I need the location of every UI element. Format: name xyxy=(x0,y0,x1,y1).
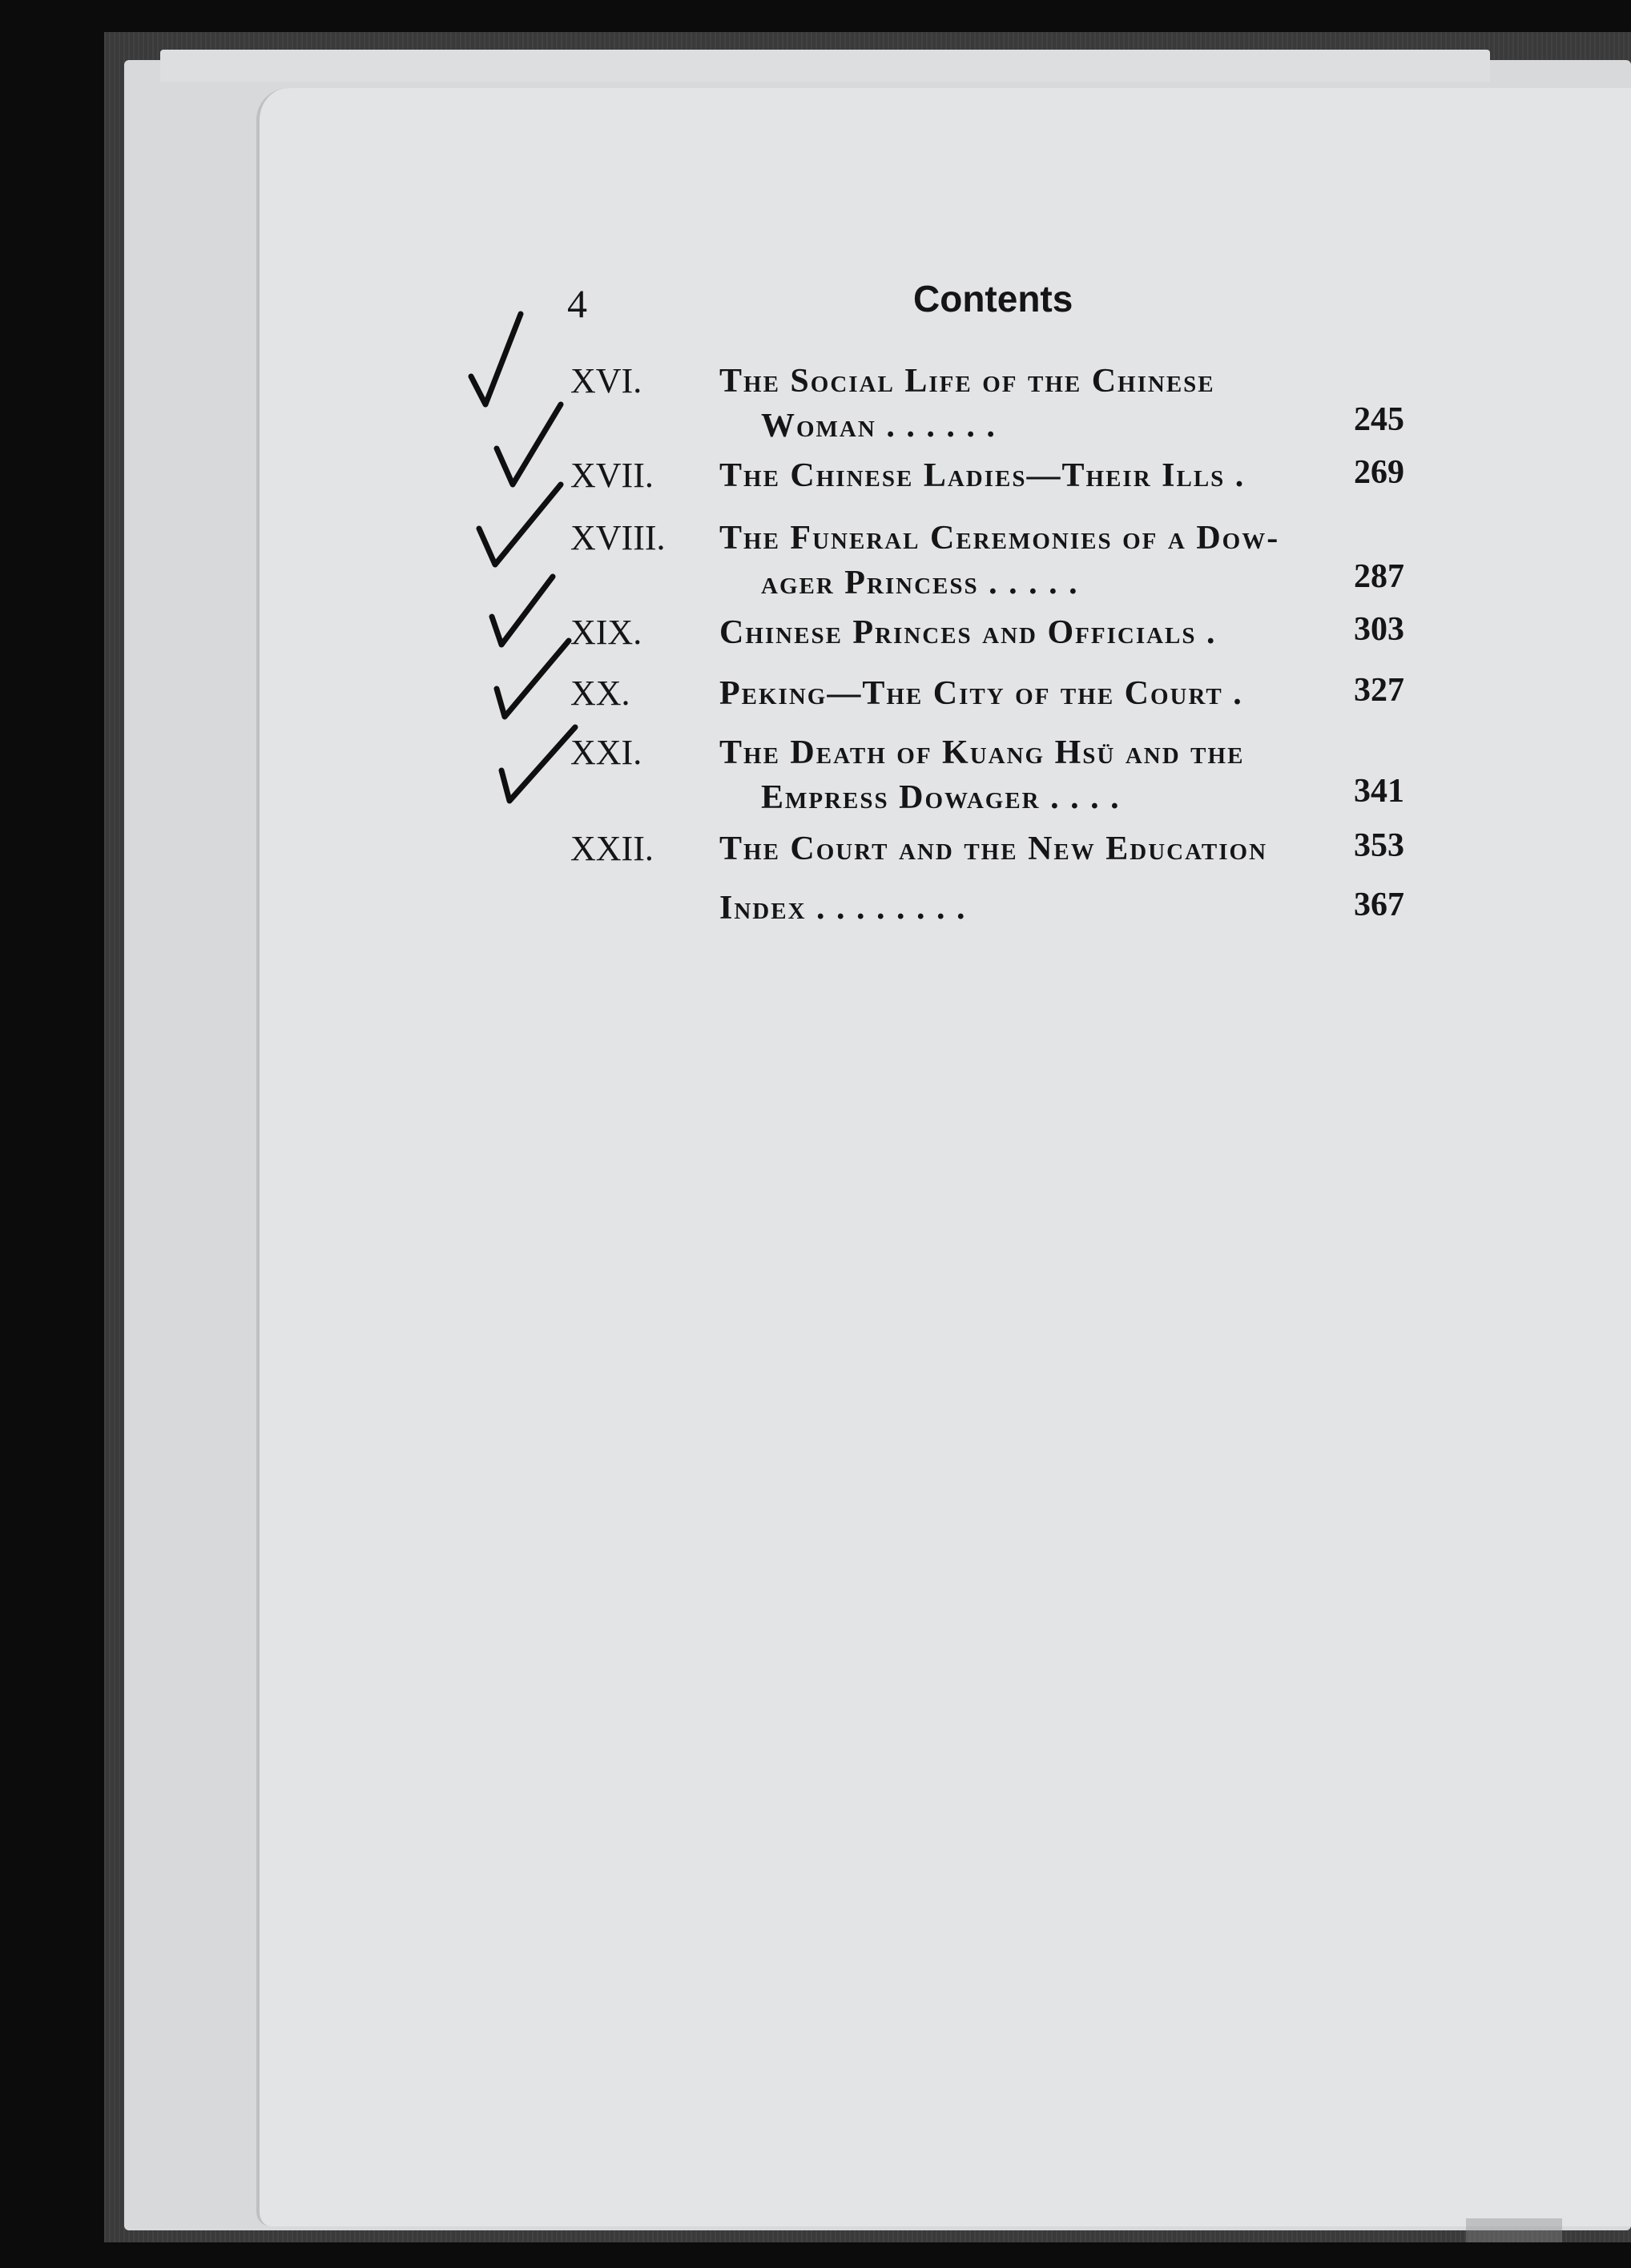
chapter-page: 269 xyxy=(1354,454,1404,491)
chapter-title-line: Chinese Princes and Officials . xyxy=(719,614,1217,651)
chapter-title xyxy=(719,453,1316,498)
page-number: 4 xyxy=(567,281,587,326)
chapter-numeral: XX. xyxy=(570,674,630,713)
chapter-numeral: XXII. xyxy=(570,829,654,868)
underlying-page-edge xyxy=(160,50,1490,82)
chapter-numeral: XVI. xyxy=(570,361,642,400)
chapter-page: 341 xyxy=(1354,773,1404,810)
chapter-title-continuation: Woman . . . . . . xyxy=(761,408,997,444)
chapter-page: 303 xyxy=(1354,611,1404,648)
chapter-title xyxy=(719,610,1316,655)
chapter-title xyxy=(719,826,1316,871)
chapter-page: 353 xyxy=(1354,827,1404,864)
chapter-title-line: The Court and the New Education xyxy=(719,830,1268,867)
chapter-title xyxy=(719,359,1316,448)
chapter-numeral: XVIII. xyxy=(570,518,666,557)
chapter-page: 245 xyxy=(1354,401,1404,438)
index-title-line: Index . . . . . . . . xyxy=(719,890,967,927)
index-page: 367 xyxy=(1354,887,1404,923)
index-title xyxy=(719,886,1316,931)
chapter-numeral: XXI. xyxy=(570,733,642,772)
running-head: Contents xyxy=(913,278,1073,320)
chapter-title-continuation: ager Princess . . . . . xyxy=(761,565,1079,601)
chapter-title xyxy=(719,516,1316,605)
scan-artifact xyxy=(1466,2218,1562,2242)
chapter-title xyxy=(719,730,1316,820)
chapter-title-line: The Chinese Ladies—Their Ills . xyxy=(719,457,1246,494)
chapter-title-continuation: Empress Dowager . . . . xyxy=(761,779,1121,816)
chapter-page: 287 xyxy=(1354,558,1404,595)
chapter-title-line: The Funeral Ceremonies of a Dow- xyxy=(719,520,1280,557)
chapter-numeral: XIX. xyxy=(570,613,642,652)
chapter-page: 327 xyxy=(1354,672,1404,709)
chapter-numeral: XVII. xyxy=(570,456,654,495)
chapter-title-line: Peking—The City of the Court . xyxy=(719,675,1243,712)
chapter-title-line: The Death of Kuang Hsü and the xyxy=(719,734,1245,771)
chapter-title-line: The Social Life of the Chinese xyxy=(719,363,1215,400)
chapter-title xyxy=(719,671,1316,716)
